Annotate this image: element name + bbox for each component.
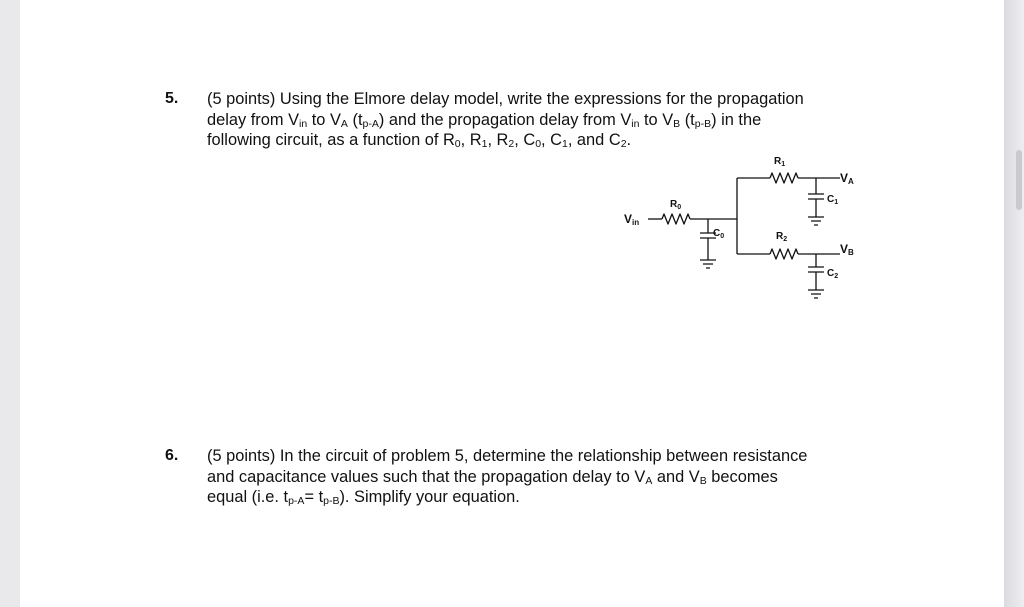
- c2-capacitor-plates: [808, 267, 824, 272]
- c2-ground-icon: [808, 290, 824, 298]
- c0-ground-icon: [700, 260, 716, 268]
- vin-label: Vin: [624, 212, 640, 227]
- problem-6-line: equal (i.e. $t_{p-A}= t_{p-B}$). Simplify your equation.: [207, 488, 520, 507]
- c0-label: $C_0$: [713, 228, 725, 240]
- vb-label: VB: [840, 242, 854, 257]
- scrollbar-thumb[interactable]: [1016, 150, 1022, 210]
- rc-circuit-diagram: [600, 150, 880, 305]
- r2-resistor: [770, 249, 798, 259]
- problem-5-text: [207, 89, 804, 151]
- c1-capacitor-plates: [808, 194, 824, 199]
- r0-resistor: [662, 214, 690, 224]
- c1-label: $C_1$: [827, 194, 839, 206]
- r1-label: $R_1$: [774, 156, 786, 168]
- r0-label: $R_0$: [670, 199, 682, 211]
- r2-label: $R_2$: [776, 231, 788, 243]
- c2-label: $C_2$: [827, 268, 839, 280]
- problem-5-number: 5.: [165, 90, 179, 107]
- problem-5-line: delay from $V_{in}$ to $V_A$ $(t_{p-A})$ and the propagation delay from $V_{in}$ to $V_B$ $(t_{p-B})$ in the: [207, 110, 762, 130]
- c1-ground-icon: [808, 217, 824, 225]
- problem-6-line: (5 points) In the circuit of problem 5, determine the relationship between resistance: [207, 447, 808, 465]
- problem-6-number: 6.: [165, 447, 179, 464]
- problem-6-text: [207, 446, 807, 508]
- problem-5-line: (5 points) Using the Elmore delay model, write the expressions for the propagation: [207, 90, 804, 108]
- va-label: VA: [840, 171, 854, 186]
- problem-5-line: following circuit, as a function of $R_0$, $R_1$, $R_2$, $C_0$, $C_1$, and $C_2$.: [207, 131, 632, 150]
- page-edge: [1004, 0, 1024, 607]
- problem-6-line: and capacitance values such that the propagation delay to $V_A$ and $V_B$ becomes: [207, 467, 778, 487]
- r1-resistor: [770, 173, 798, 183]
